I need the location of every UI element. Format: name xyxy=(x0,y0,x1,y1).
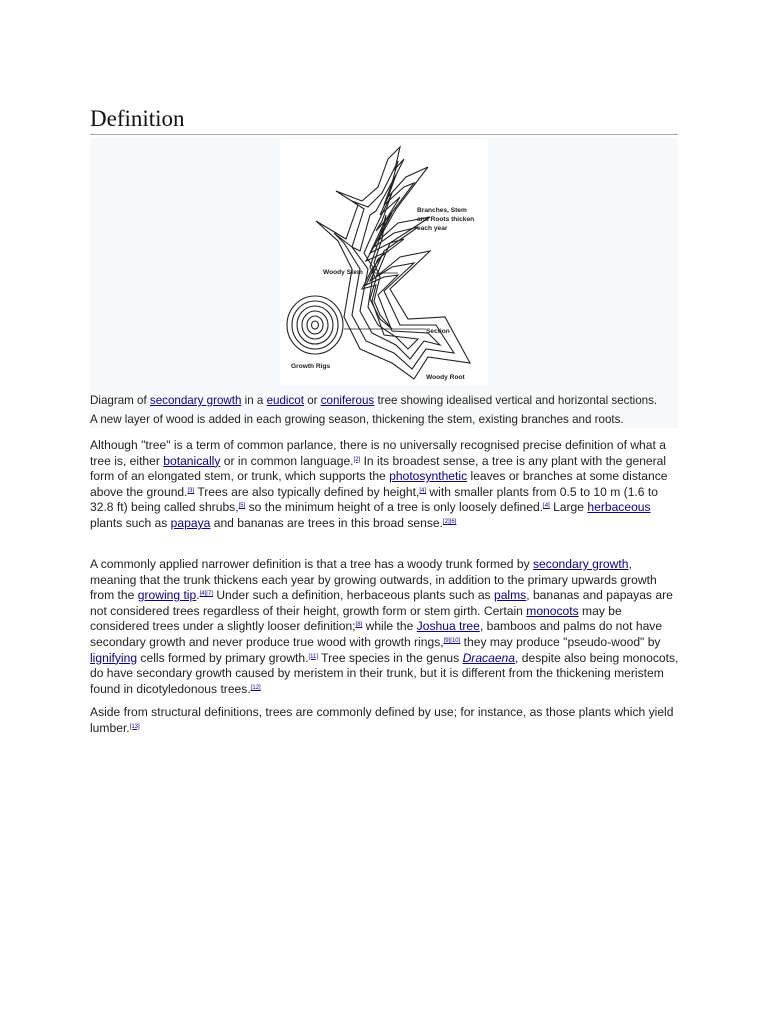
link-coniferous[interactable]: coniferous xyxy=(320,394,375,407)
link-papaya[interactable]: papaya xyxy=(170,515,211,530)
label-top-line2: and Roots thicken xyxy=(417,216,475,223)
reference-link[interactable]: [4][7] xyxy=(199,591,213,598)
paragraph-2: A commonly applied narrower definition is that a tree has a woody trunk formed by secondary growth, meaning that the trunk thickens each year by growing outwards, in addition to the primary upwards growth from the growing tip.[4][7] Under such a definition, herbaceous plants such as palms, bananas and papayas are not considered trees regardless of their height, growth form or stem girth. Certain monocots may be considered trees under a slightly looser definition;[8] while the Joshua tree, bamboos and palms do not have secondary growth and never produce true wood with growth rings,[9][10] they may produce "pseudo-wood" by lignifying cells formed by primary growth.[11] Tree species in the genus Dracaena, despite also being monocots, do have secondary growth caused by meristem in their trunk, but it is different from the thickening meristem found in dicotyledonous trees.[12] xyxy=(90,557,679,696)
label-growth-rings: Growth Rigs xyxy=(291,363,331,370)
section-heading: Definition xyxy=(90,106,678,135)
link-secondary-growth[interactable]: secondary growth xyxy=(149,394,242,407)
link-dracaena[interactable]: Dracaena xyxy=(462,650,516,665)
label-woody-root: Woody Root xyxy=(426,374,465,381)
reference-link[interactable]: [4] xyxy=(543,503,550,510)
label-woody-stem: Woody Stem xyxy=(323,269,363,276)
figure xyxy=(90,137,678,428)
reference-link[interactable]: [2] xyxy=(353,456,361,463)
reference-link[interactable]: [3] xyxy=(187,487,195,494)
link-eudicot[interactable]: eudicot xyxy=(266,394,304,407)
link-herbaceous[interactable]: herbaceous xyxy=(587,500,651,515)
paragraph-1: Although "tree" is a term of common parlance, there is no universally recognised precise definition of what a tree is, either botanically or in common language.[2] In its broadest sense, a tree is any plant with the general form of an elongated stem, or trunk, which supports the photosynthetic leaves or branches at some distance above the ground.[3] Trees are also typically defined by height,[4] with smaller plants from 0.5 to 10 m (1.6 to 32.8 ft) being called shrubs,[5] so the minimum height of a tree is only loosely defined.[4] Large herbaceous plants such as papaya and bananas are trees in this broad sense.[2][6] xyxy=(90,438,668,530)
link-secondary-growth-2[interactable]: secondary growth xyxy=(533,557,629,571)
reference-link[interactable]: [8] xyxy=(355,622,363,629)
paragraph-3: Aside from structural definitions, trees are commonly defined by use; for instance, as those plants which yield lumber.[13] xyxy=(90,705,674,735)
label-top-line1: Branches, Stem xyxy=(417,207,467,214)
reference-link[interactable]: [5] xyxy=(238,503,246,510)
growth-rings-section xyxy=(287,296,343,354)
link-monocots[interactable]: monocots xyxy=(526,603,579,618)
caption-line-1: Diagram of secondary growth in a eudicot or coniferous tree showing idealised vertical and horizontal sections. xyxy=(90,394,658,407)
secondary-growth-diagram xyxy=(280,139,488,385)
figure-caption xyxy=(90,391,678,429)
reference-link[interactable]: [2][6] xyxy=(442,518,457,525)
link-growing-tip[interactable]: growing tip xyxy=(137,588,197,603)
reference-link[interactable]: [13] xyxy=(129,723,140,730)
reference-link[interactable]: [10] xyxy=(450,637,461,644)
link-botanically[interactable]: botanically xyxy=(163,453,221,468)
link-joshua-tree[interactable]: Joshua tree xyxy=(416,619,480,634)
link-palms[interactable]: palms xyxy=(493,588,527,603)
reference-link[interactable]: [9] xyxy=(443,637,451,644)
reference-link[interactable]: [11] xyxy=(308,653,319,660)
reference-link[interactable]: [12] xyxy=(250,684,261,691)
link-lignifying[interactable]: lignifying xyxy=(90,650,138,665)
caption-line-2: A new layer of wood is added in each growing season, thickening the stem, existing branches and roots. xyxy=(90,413,624,426)
label-top-line3: each year xyxy=(417,225,448,232)
tree-outline-2 xyxy=(334,161,454,369)
label-section: Section xyxy=(426,328,450,335)
reference-link[interactable]: [4] xyxy=(419,487,427,494)
link-photosynthetic[interactable]: photosynthetic xyxy=(389,469,468,484)
